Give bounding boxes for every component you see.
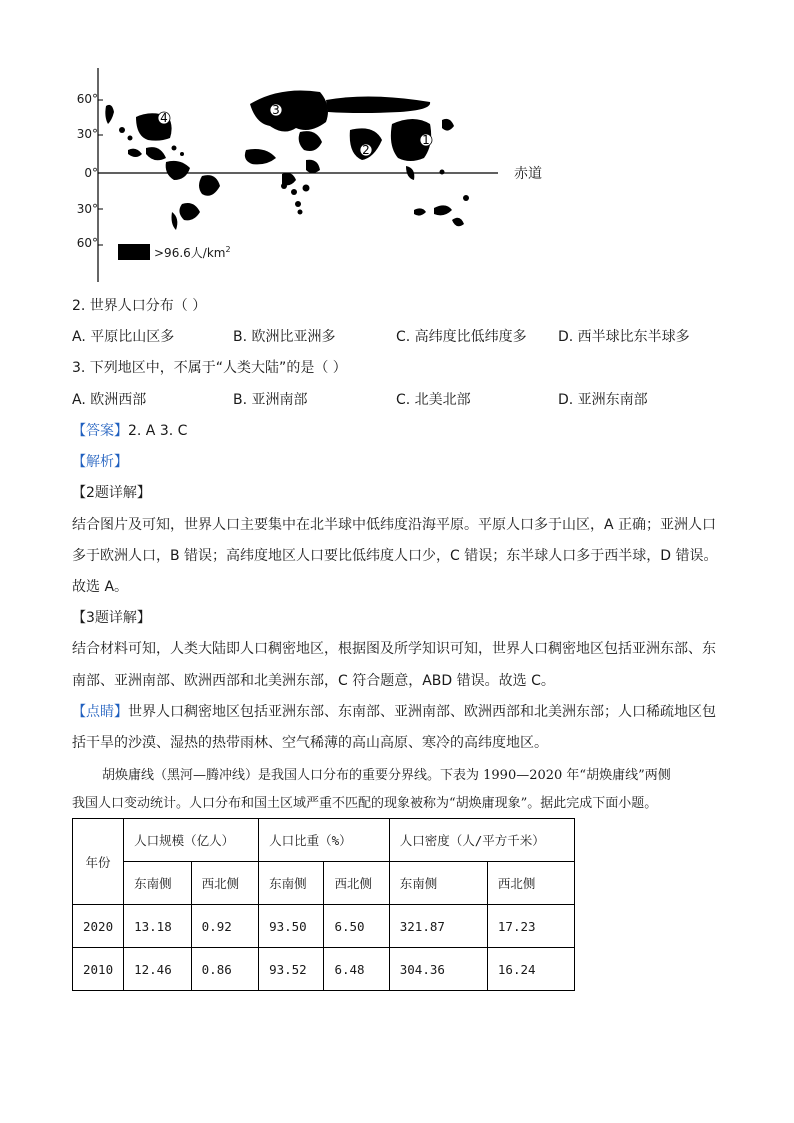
table-cell: 321.87 [389, 905, 487, 948]
dianjing-tag: 【点睛】 [72, 704, 128, 720]
q2-option-a: A. 平原比山区多 [72, 329, 175, 345]
equator-label: 赤道 [514, 166, 542, 182]
table-subheader: 东南侧 [124, 862, 192, 905]
detail2-title: 【2题详解】 [72, 485, 151, 501]
lat-label-0: 0° [84, 166, 98, 180]
table-cell: 0.86 [191, 948, 258, 991]
table-cell: 17.23 [487, 905, 574, 948]
marker-2: 2 [362, 143, 370, 157]
mideast-blob [299, 131, 322, 151]
axis-ticks [98, 100, 103, 245]
q3-option-b: B. 亚洲南部 [233, 392, 308, 408]
lat-label-60n: 60° [76, 92, 98, 106]
na-west-blob [105, 105, 114, 124]
detail2-line-3: 故选 A。 [72, 579, 129, 595]
marker-3: 3 [272, 103, 280, 117]
lat-label-30s: 30° [76, 202, 98, 216]
q2-option-d: D. 西半球比东半球多 [558, 329, 690, 345]
table-cell: 2020 [73, 905, 124, 948]
table-cell: 304.36 [389, 948, 487, 991]
dianjing-line-2: 括干旱的沙漠、湿热的热带雨林、空气稀薄的高山高原、寒冷的高纬度地区。 [72, 735, 548, 751]
indonesia-2 [434, 205, 452, 215]
table-cell: 13.18 [124, 905, 192, 948]
detail3-line-2: 南部、亚洲南部、欧洲西部和北美洲东部，C 符合题意，ABD 错误。故选 C。 [72, 673, 555, 689]
table-subheader: 西北侧 [191, 862, 258, 905]
table-header-group-3: 人口密度（人/平方千米） [389, 819, 574, 862]
detail2-line-1: 结合图片及可知，世界人口主要集中在北半球中低纬度沿海平原。平原人口多于山区，A 正确；亚洲人口 [72, 517, 717, 533]
dianjing-line-1: 【点睛】世界人口稠密地区包括亚洲东部、东南部、亚洲南部、欧洲西部和北美洲东部；人口稀疏地区包 [72, 704, 716, 720]
e-africa-blob [306, 160, 320, 173]
q3-option-c: C. 北美北部 [396, 392, 471, 408]
sa-east-blob [199, 175, 220, 196]
russia-band [326, 96, 430, 113]
q3-option-d: D. 亚洲东南部 [558, 392, 648, 408]
table-cell: 2010 [73, 948, 124, 991]
intro-line-2: 我国人口变动统计。人口分布和国土区域严重不匹配的现象被称为“胡焕庸现象”。据此完成下面小题。 [72, 796, 658, 811]
table-subheader: 西北侧 [324, 862, 389, 905]
table-subheader: 西北侧 [487, 862, 574, 905]
detail3-title: 【3题详解】 [72, 610, 151, 626]
n-africa-blob [245, 149, 276, 164]
table-subheader: 东南侧 [259, 862, 324, 905]
q2-option-b: B. 欧洲比亚洲多 [233, 329, 336, 345]
japan-blob [442, 119, 454, 131]
detail2-line-2: 多于欧洲人口，B 错误；高纬度地区人口要比低纬度人口少，C 错误；东半球人口多于西半球，D 错误。 [72, 548, 718, 564]
table-cell: 12.46 [124, 948, 192, 991]
indonesia-1 [414, 208, 426, 215]
lat-label-30n: 30° [76, 127, 98, 141]
europe-blob [250, 91, 328, 132]
table-subheader: 东南侧 [389, 862, 487, 905]
table-header-group-2: 人口比重（%） [259, 819, 390, 862]
na-small-1 [128, 149, 142, 157]
table-cell: 16.24 [487, 948, 574, 991]
analysis-tag: 【解析】 [72, 454, 128, 470]
legend-label: >96.6人$/km^2$ [154, 245, 231, 260]
q2-option-c: C. 高纬度比低纬度多 [396, 329, 527, 345]
detail3-line-1: 结合材料可知，人类大陆即人口稠密地区，根据图及所学知识可知，世界人口稠密地区包括亚洲东部、东 [72, 641, 716, 657]
sa-south-blob [179, 203, 200, 220]
table-header-row [73, 819, 575, 862]
table-header-group-1: 人口规模（亿人） [124, 819, 259, 862]
australia-east [452, 218, 464, 227]
table-row [73, 948, 575, 991]
lat-label-60s: 60° [76, 236, 98, 250]
table-cell: 93.50 [259, 905, 324, 948]
marker-4: 4 [160, 111, 168, 125]
sa-tail [172, 212, 178, 230]
se-asia-blob [406, 166, 414, 180]
answer-tag: 【答案】 [72, 423, 128, 439]
legend-swatch [118, 244, 150, 260]
table-cell: 0.92 [191, 905, 258, 948]
table-cell: 6.48 [324, 948, 389, 991]
q3-option-a: A. 欧洲西部 [72, 392, 147, 408]
marker-1: 1 [422, 133, 430, 147]
population-table [72, 818, 575, 991]
table-header-year: 年份 [73, 819, 124, 905]
population-density-map [70, 62, 570, 292]
intro-line-1: 胡焕庸线（黑河—腾冲线）是我国人口分布的重要分界线。下表为 1990—2020 年“胡焕庸线”两侧 [102, 768, 671, 783]
q3-stem: 3. 下列地区中，不属于“人类大陆”的是（ ） [72, 360, 347, 376]
table-subheader-row [73, 862, 575, 905]
table-cell: 6.50 [324, 905, 389, 948]
table-cell: 93.52 [259, 948, 324, 991]
sa-north-blob [166, 161, 190, 180]
answer-line [72, 421, 187, 441]
answer-text: 2. A 3. C [128, 423, 188, 439]
q2-stem: 2. 世界人口分布（ ） [72, 298, 207, 314]
table-row [73, 905, 575, 948]
na-small-2 [146, 147, 166, 160]
